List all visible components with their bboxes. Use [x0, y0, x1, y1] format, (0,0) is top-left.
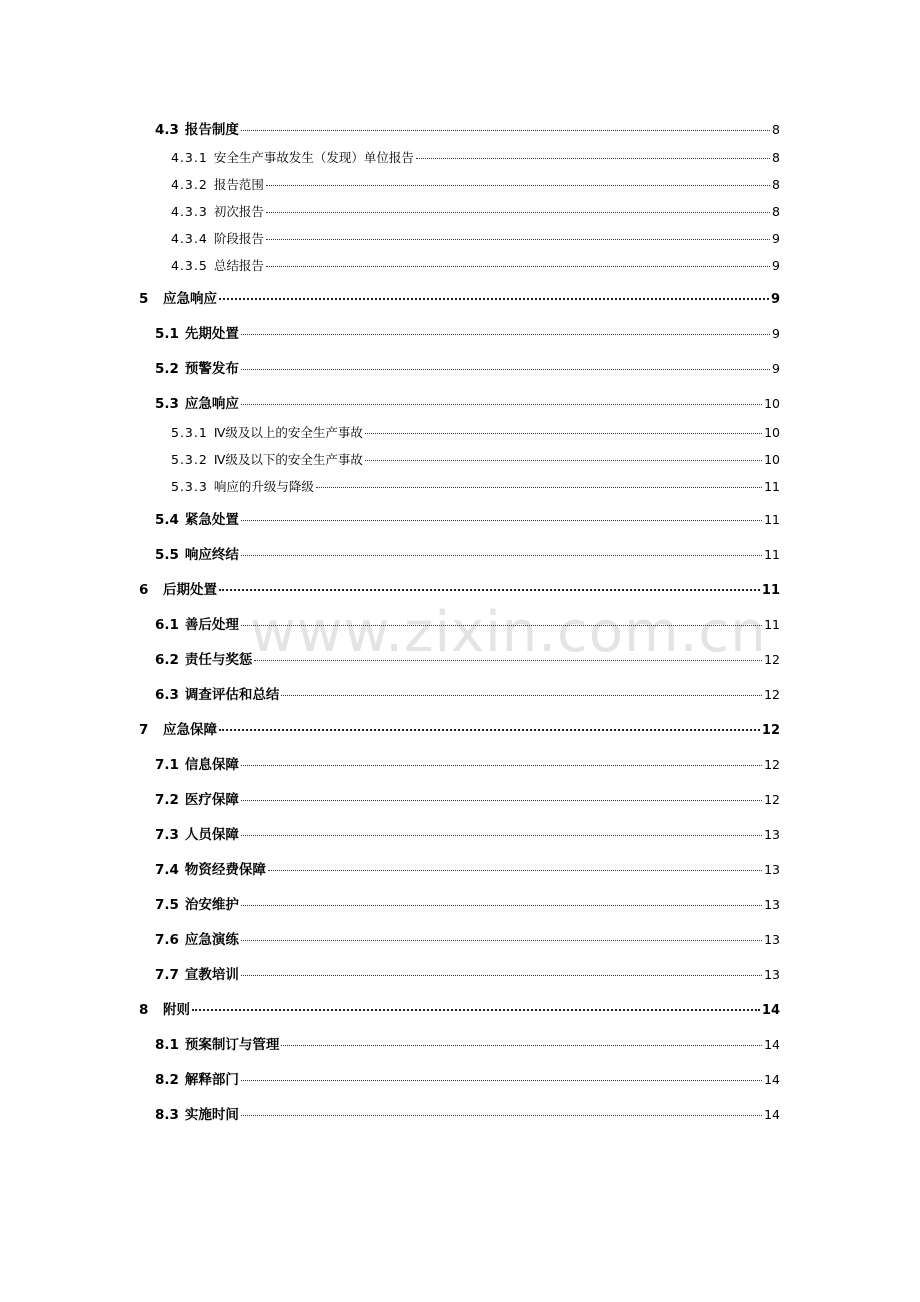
toc-dot-leader	[241, 404, 762, 405]
toc-entry-page-number: 12	[764, 792, 780, 807]
toc-entry[interactable]	[155, 508, 780, 528]
toc-entry[interactable]	[171, 423, 780, 441]
toc-entry-number: 7.6	[155, 932, 179, 948]
toc-entry-page-number: 12	[764, 687, 780, 702]
watermark: www.zixin.com.cn	[250, 600, 767, 665]
toc-entry-number: 4.3.3	[171, 204, 208, 219]
toc-entry[interactable]	[171, 175, 780, 193]
toc-entry-title: 报告制度	[184, 122, 239, 138]
toc-dot-leader	[266, 266, 770, 267]
toc-entry-title: 附则	[163, 1002, 190, 1018]
toc-entry-page-number: 12	[764, 652, 780, 667]
toc-entry-number: 7.1	[155, 757, 179, 773]
toc-entry-title: 应急演练	[184, 932, 239, 948]
toc-entry-number: 4.3.4	[171, 231, 208, 246]
toc-entry-title: 阶段报告	[213, 231, 264, 246]
toc-dot-leader	[416, 158, 770, 159]
toc-entry-number: 4.3.2	[171, 177, 208, 192]
toc-entry-number: 5	[139, 291, 149, 307]
toc-entry[interactable]	[155, 613, 780, 633]
toc-entry-title: 预案制订与管理	[184, 1037, 280, 1053]
toc-entry[interactable]	[155, 392, 780, 412]
toc-dot-leader	[316, 487, 762, 488]
toc-dot-leader	[241, 555, 762, 556]
toc-entry-title: Ⅳ级及以上的安全生产事故	[213, 425, 363, 440]
toc-dot-leader	[219, 729, 760, 731]
toc-entry-page-number: 11	[764, 512, 780, 527]
toc-entry[interactable]	[155, 1103, 780, 1123]
toc-entry-title: 紧急处置	[184, 512, 239, 528]
toc-entry-number: 5.5	[155, 547, 179, 563]
toc-entry-title: 先期处置	[184, 326, 239, 342]
toc-entry-title: 报告范围	[213, 177, 264, 192]
toc-dot-leader	[241, 905, 762, 906]
toc-entry-title: 安全生产事故发生（发现）单位报告	[213, 150, 414, 165]
toc-entry-title: Ⅳ级及以下的安全生产事故	[213, 452, 363, 467]
toc-entry-number: 6.3	[155, 687, 179, 703]
toc-entry-page-number: 9	[770, 292, 780, 307]
toc-entry-title: 治安维护	[184, 897, 239, 913]
toc-entry-title: 应急响应	[184, 396, 239, 412]
toc-entry-title: 解释部门	[184, 1072, 239, 1088]
toc-entry-number: 4.3.5	[171, 258, 208, 273]
toc-entry-page-number: 8	[772, 122, 780, 137]
toc-entry-page-number: 10	[764, 425, 780, 440]
toc-entry-number: 6	[139, 582, 149, 598]
toc-dot-leader	[241, 625, 762, 626]
toc-dot-leader	[241, 1115, 762, 1116]
toc-entry-number: 5.3.3	[171, 479, 208, 494]
toc-entry-number: 7	[139, 722, 149, 738]
toc-dot-leader	[241, 334, 770, 335]
toc-entry-title: 应急保障	[163, 722, 217, 738]
toc-entry-number: 8	[139, 1002, 149, 1018]
toc-entry[interactable]	[171, 202, 780, 220]
toc-entry-page-number: 9	[772, 231, 780, 246]
toc-entry-title: 预警发布	[184, 361, 239, 377]
toc-entry-page-number: 8	[772, 150, 780, 165]
toc-entry[interactable]	[139, 718, 780, 738]
toc-entry-page-number: 9	[772, 361, 780, 376]
toc-entry-page-number: 10	[764, 396, 780, 411]
toc-dot-leader	[241, 835, 762, 836]
toc-entry[interactable]	[171, 450, 780, 468]
toc-dot-leader	[241, 940, 762, 941]
toc-entry-page-number: 14	[764, 1037, 780, 1052]
toc-entry-page-number: 14	[764, 1107, 780, 1122]
toc-dot-leader	[266, 212, 770, 213]
toc-entry[interactable]	[139, 578, 780, 598]
toc-entry[interactable]	[155, 1033, 780, 1053]
toc-dot-leader	[254, 660, 762, 661]
toc-entry-title: 响应的升级与降级	[213, 479, 314, 494]
toc-entry-number: 7.3	[155, 827, 179, 843]
toc-entry-title: 责任与奖惩	[184, 652, 253, 668]
toc-entry-title: 初次报告	[213, 204, 264, 219]
toc-entry[interactable]	[155, 823, 780, 843]
toc-entry-page-number: 11	[764, 479, 780, 494]
toc-entry-title: 总结报告	[213, 258, 264, 273]
toc-entry-number: 5.2	[155, 361, 179, 377]
toc-entry-number: 7.5	[155, 897, 179, 913]
toc-entry-number: 5.4	[155, 512, 179, 528]
toc-entry-title: 人员保障	[184, 827, 239, 843]
toc-entry[interactable]	[155, 322, 780, 342]
toc-entry[interactable]	[155, 893, 780, 913]
toc-entry-number: 8.2	[155, 1072, 179, 1088]
toc-entry-number: 6.1	[155, 617, 179, 633]
toc-entry[interactable]	[155, 683, 780, 703]
toc-entry-number: 5.3.1	[171, 425, 208, 440]
toc-entry-page-number: 9	[772, 258, 780, 273]
toc-dot-leader	[241, 520, 762, 521]
toc-dot-leader	[241, 765, 762, 766]
toc-entry[interactable]	[155, 788, 780, 808]
toc-entry[interactable]	[171, 229, 780, 247]
toc-entry-title: 信息保障	[184, 757, 239, 773]
toc-entry[interactable]	[171, 477, 780, 495]
toc-entry-title: 善后处理	[184, 617, 239, 633]
toc-entry-number: 5.1	[155, 326, 179, 342]
toc-entry-title: 宣教培训	[184, 967, 239, 983]
toc-entry-page-number: 8	[772, 204, 780, 219]
toc-entry[interactable]	[155, 648, 780, 668]
toc-entry-number: 6.2	[155, 652, 179, 668]
toc-entry[interactable]	[155, 928, 780, 948]
toc-entry-title: 应急响应	[163, 291, 217, 307]
toc-entry-page-number: 13	[764, 932, 780, 947]
toc-dot-leader	[241, 975, 762, 976]
toc-entry[interactable]	[139, 998, 780, 1018]
toc-entry-number: 8.3	[155, 1107, 179, 1123]
toc-entry-title: 响应终结	[184, 547, 239, 563]
toc-entry[interactable]	[171, 256, 780, 274]
toc-dot-leader	[241, 1080, 762, 1081]
toc-entry-page-number: 13	[764, 897, 780, 912]
toc-dot-leader	[219, 589, 760, 591]
toc-dot-leader	[266, 185, 770, 186]
toc-dot-leader	[365, 433, 762, 434]
toc-entry[interactable]	[155, 858, 780, 878]
toc-entry-page-number: 10	[764, 452, 780, 467]
toc-dot-leader	[241, 369, 770, 370]
toc-entry[interactable]	[139, 287, 780, 307]
toc-entry-number: 7.4	[155, 862, 179, 878]
toc-dot-leader	[219, 298, 769, 300]
toc-entry-page-number: 11	[764, 617, 780, 632]
toc-dot-leader	[268, 870, 762, 871]
toc-entry-title: 调查评估和总结	[184, 687, 280, 703]
toc-dot-leader	[281, 695, 762, 696]
toc-entry-page-number: 11	[761, 583, 780, 598]
toc-entry-page-number: 8	[772, 177, 780, 192]
toc-entry[interactable]	[155, 963, 780, 983]
toc-entry-title: 医疗保障	[184, 792, 239, 808]
toc-entry[interactable]	[155, 118, 780, 138]
toc-entry-number: 7.7	[155, 967, 179, 983]
toc-entry-number: 4.3.1	[171, 150, 208, 165]
toc-entry-number: 8.1	[155, 1037, 179, 1053]
toc-dot-leader	[281, 1045, 762, 1046]
toc-entry-number: 5.3	[155, 396, 179, 412]
toc-entry-page-number: 9	[772, 326, 780, 341]
toc-entry[interactable]	[155, 753, 780, 773]
toc-dot-leader	[241, 800, 762, 801]
toc-entry-page-number: 13	[764, 967, 780, 982]
toc-entry[interactable]	[171, 148, 780, 166]
toc-entry-number: 7.2	[155, 792, 179, 808]
toc-entry-page-number: 13	[764, 827, 780, 842]
toc-entry-page-number: 12	[761, 723, 780, 738]
toc-entry-page-number: 11	[764, 547, 780, 562]
toc-entry-page-number: 12	[764, 757, 780, 772]
toc-entry-page-number: 13	[764, 862, 780, 877]
toc-entry-page-number: 14	[761, 1003, 780, 1018]
toc-entry-title: 实施时间	[184, 1107, 239, 1123]
toc-dot-leader	[241, 130, 770, 131]
toc-entry[interactable]	[155, 1068, 780, 1088]
toc-dot-leader	[266, 239, 770, 240]
toc-entry-page-number: 14	[764, 1072, 780, 1087]
toc-dot-leader	[365, 460, 762, 461]
toc-entry-number: 5.3.2	[171, 452, 208, 467]
toc-entry[interactable]	[155, 357, 780, 377]
toc-entry[interactable]	[155, 543, 780, 563]
toc-dot-leader	[192, 1009, 760, 1011]
toc-entry-title: 后期处置	[163, 582, 217, 598]
toc-entry-title: 物资经费保障	[184, 862, 266, 878]
toc-entry-number: 4.3	[155, 122, 179, 138]
